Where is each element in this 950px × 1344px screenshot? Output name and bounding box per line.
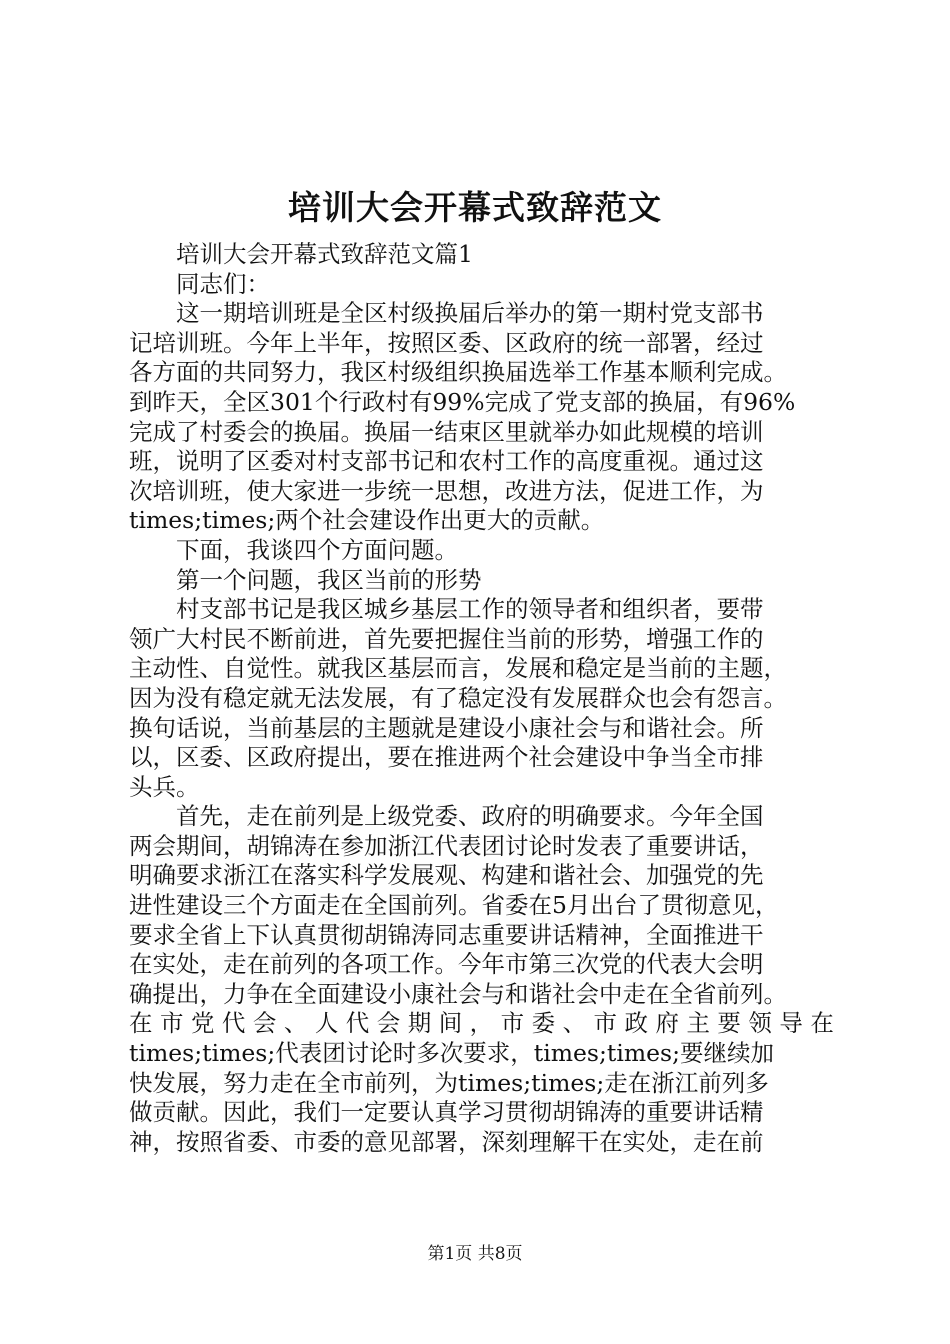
page-number: 第1页 共8页 [427,1244,523,1264]
body-paragraph: 这一期培训班是全区村级换届后举办的第一期村党支部书 记培训班。今年上半年，按照区委、区政府的统一部署，经过 各方面的共同努力，我区村级组织换届选举工作基本顺利完成。 到昨天，全区301个行政村有99%完成了党支部的换届，有96% 完成了村委会的换届。换届一结束区里就举办如此规模的培训 班，说明了区委对村支部书记和农村工作的高度重视。通过这 次培训班，使大家进一步统一思想，改进方法，促进工作，为 times;times;两个社会建设作出更大的贡献。 [129,299,796,535]
body-paragraph: 首先，走在前列是上级党委、政府的明确要求。今年全国 两会期间，胡锦涛在参加浙江代表团讨论时发表了重要讲话， 明确要求浙江在落实科学发展观、构建和谐社会、加强党的先 进性建设三个方面走在全国前列。省委在5月出台了贯彻意见， 要求全省上下认真贯彻胡锦涛同志重要讲话精神，全面推进干 在实处，走在前列的各项工作。今年市第三次党的代表大会明 确提出，力争在全面建设小康社会与和谐社会中走在全省前列。 在 市 党 代 会 、 人 代 会 期 间 ， 市 委 、 市 政 府 主 要 领 导 在 times;times;代表团讨论时多次要求，times;times;要继续加 快发展，努力走在全市前列，为times;times;走在浙江前列多 做贡献。因此，我们一定要认真学习贯彻胡锦涛的重要讲话精 神，按照省委、市委的意见部署，深刻理解干在实处，走在前 [129,802,834,1156]
body-paragraph: 村支部书记是我区城乡基层工作的领导者和组织者，要带 领广大村民不断前进，首先要把握住当前的形势，增强工作的 主动性、自觉性。就我区基层而言，发展和稳定是当前的主题， 因为没有稳定就无法发展，有了稳定没有发展群众也会有怨言。 换句话说，当前基层的主题就是建设小康社会与和谐社会。所 以，区委、区政府提出，要在推进两个社会建设中争当全市排 头兵。 [129,595,787,801]
document-body [129,240,835,1157]
salutation: 同志们： [176,269,270,298]
body-paragraph: 下面，我谈四个方面问题。 [176,535,458,564]
section-heading: 培训大会开幕式致辞范文篇1 [176,240,473,268]
subheading: 第一个问题，我区当前的形势 [176,565,482,594]
document-title: 培训大会开幕式致辞范文 [288,188,662,227]
